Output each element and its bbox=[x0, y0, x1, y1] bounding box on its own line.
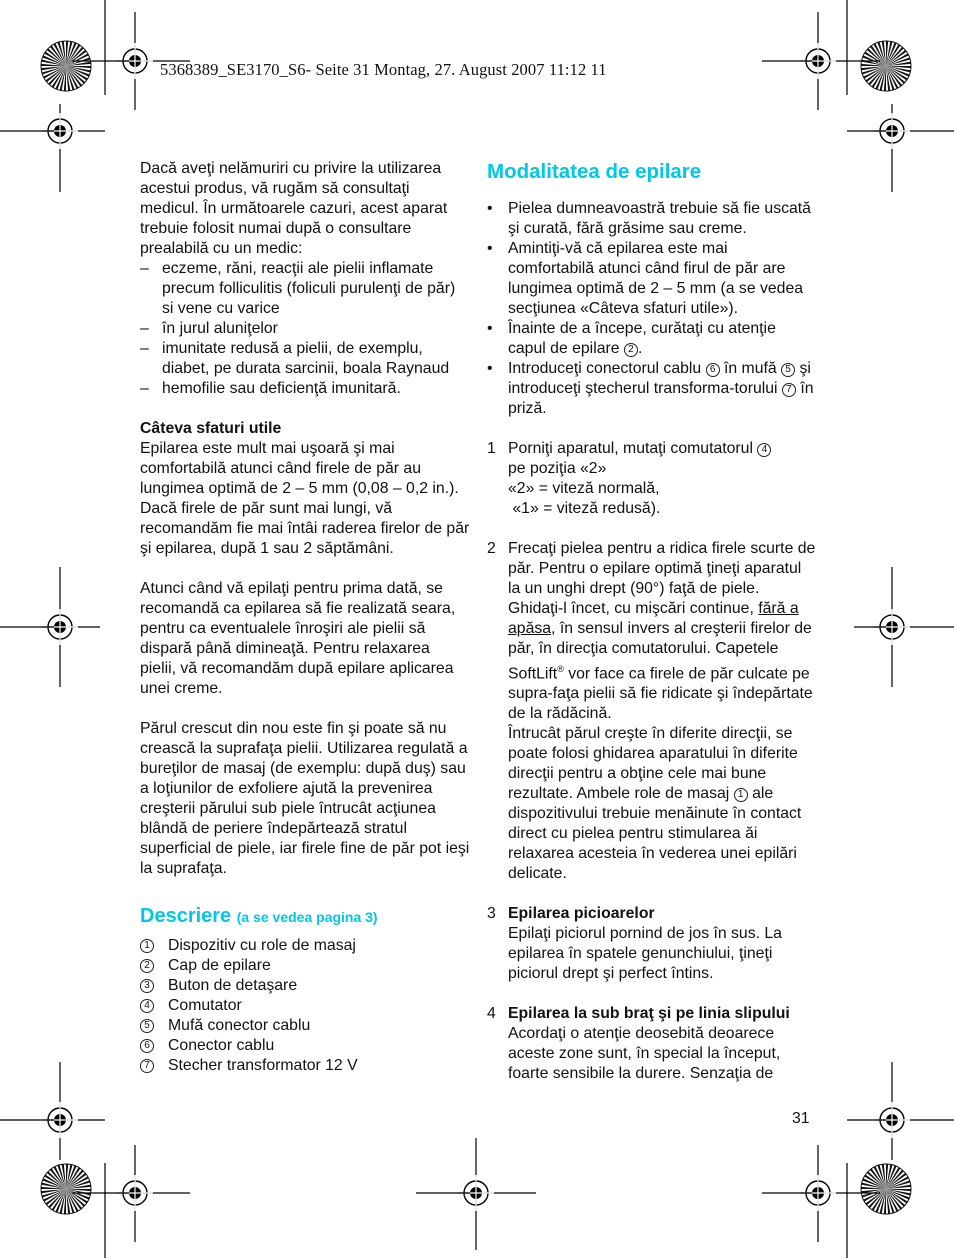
part-label: Buton de detaşare bbox=[168, 977, 298, 994]
list-item bbox=[487, 199, 817, 239]
part-number: 6 bbox=[140, 1039, 154, 1053]
step bbox=[487, 1004, 817, 1084]
list-item-text: şi introduceţi ştecherul transforma-torului bbox=[508, 360, 811, 397]
tips-heading: Câteva sfaturi utile bbox=[140, 420, 282, 437]
step-text: Epilaţi piciorul pornind de jos în sus. La epilarea în spatele genunchiului, ţineţi piciorul drept şi perfect întins. bbox=[508, 925, 782, 983]
star-target-mark bbox=[861, 1164, 911, 1214]
intro-paragraph: Dacă aveţi nelămuriri cu privire la utilizarea acestui produs, vă rugăm să consultaţi medicul. În următoarele cazuri, acest aparat trebuie folosit numai după o consultare prealabilă cu un medic: bbox=[140, 160, 448, 257]
list-item bbox=[487, 359, 817, 419]
step-text: Frecaţi pielea pentru a ridica firele scurte de păr. Pentru o epilare optimă ţineţi aparatul la un unghi drept (90°) faţă de piele. Ghidaţi-l încet, cu mişcări continue, bbox=[508, 540, 816, 617]
registration-mark bbox=[42, 113, 78, 149]
registration-mark bbox=[42, 609, 78, 645]
part-label: Mufă conector cablu bbox=[168, 1017, 311, 1034]
registration-mark bbox=[874, 1102, 910, 1138]
list-item bbox=[140, 1036, 470, 1056]
list-item bbox=[140, 1056, 470, 1076]
list-item-text: imunitate redusă a pielii, de exemplu, diabet, pe durata sarcinii, boala Raynaud bbox=[162, 340, 450, 377]
part-label: Stecher transformator 12 V bbox=[168, 1057, 358, 1074]
step-text: «1» = viteză redusă). bbox=[512, 500, 661, 517]
section-heading: Modalitatea de epilare bbox=[487, 160, 702, 183]
part-number: 2 bbox=[140, 959, 154, 973]
list-item bbox=[140, 936, 470, 956]
right-column bbox=[487, 159, 817, 1084]
bullet-marker: • bbox=[487, 200, 493, 217]
dash-marker: – bbox=[140, 260, 149, 277]
step-text: Întrucât părul creşte în diferite direcţii, se poate folosi ghidarea aparatului în diferite direcţii pentru a obţine cele mai bune rezultate. Ambele role de masaj bbox=[508, 725, 798, 803]
print-slug: 5368389_SE3170_S6- Seite 31 Montag, 27. August 2007 11:12 11 bbox=[160, 60, 607, 79]
list-item-text: Introduceţi conectorul cablu bbox=[508, 360, 702, 377]
part-number: 7 bbox=[140, 1059, 154, 1073]
registration-mark bbox=[117, 1175, 153, 1211]
tips-paragraph: Epilarea este mult mai uşoară şi mai comfortabilă atunci când firele de păr au lungimea optimă de 2 – 5 mm (0,08 – 0,2 in.). Dacă firele de păr sunt mai lungi, vă recomandăm fie mai întâi raderea firelor de păr şi epilarea, după 1 sau 2 săptămâni. bbox=[140, 440, 470, 557]
star-target-mark bbox=[41, 1164, 91, 1214]
registration-mark bbox=[874, 113, 910, 149]
part-label: Conector cablu bbox=[168, 1037, 275, 1054]
list-item-text: în priză. bbox=[508, 380, 814, 417]
dash-marker: – bbox=[140, 320, 149, 337]
registration-mark bbox=[800, 43, 836, 79]
part-number: 3 bbox=[140, 979, 154, 993]
part-label: Cap de epilare bbox=[168, 957, 271, 974]
tips-paragraph: Atunci când vă epilaţi pentru prima dată, se recomandă ca epilarea să fie realizată seara, pentru ca eventualele înroşiri ale pielii să dispară până dimineaţă. Pentru relaxarea pielii, vă recomandăm după epilare aplicarea unei creme. bbox=[140, 580, 456, 697]
part-number: 4 bbox=[757, 443, 771, 457]
part-number: 1 bbox=[140, 939, 154, 953]
step-text: Acordaţi o atenţie deosebită deoarece aceste zone sunt, în special la început, foarte sensibile la durere. Senzaţia de bbox=[508, 1025, 781, 1083]
step-text: ale dispozitivului trebuie menăinute în contact direct cu pielea pentru stimularea ăi relaxarea acesteia în vederea unei epilări delicate. bbox=[508, 785, 802, 883]
step bbox=[487, 539, 817, 884]
step-number: 4 bbox=[487, 1005, 496, 1023]
step-text: vor face ca firele de păr culcate pe supra-faţa pielii să fie ridicate şi îndepărtate de la rădăcină. bbox=[508, 665, 813, 723]
part-number: 4 bbox=[140, 999, 154, 1013]
list-item-text: . bbox=[637, 340, 643, 357]
bullet-marker: • bbox=[487, 360, 493, 377]
registration-mark bbox=[117, 43, 153, 79]
part-number: 6 bbox=[706, 363, 720, 377]
registration-mark bbox=[874, 609, 910, 645]
part-number: 5 bbox=[781, 363, 795, 377]
registration-mark bbox=[458, 1175, 494, 1211]
left-column bbox=[140, 159, 470, 1076]
dash-marker: – bbox=[140, 340, 149, 357]
dash-marker: – bbox=[140, 380, 149, 397]
list-item-text: Înainte de a începe, curătaţi cu atenţie capul de epilare bbox=[508, 320, 776, 357]
registration-mark bbox=[800, 1175, 836, 1211]
list-item bbox=[140, 976, 470, 996]
step bbox=[487, 904, 817, 984]
part-label: Comutator bbox=[168, 997, 242, 1014]
list-item bbox=[487, 319, 817, 359]
step-text: pe poziţia «2» bbox=[508, 460, 607, 477]
description-heading bbox=[140, 903, 470, 930]
parts-list bbox=[140, 936, 470, 1076]
bullet-marker: • bbox=[487, 240, 493, 257]
list-item-text: eczeme, răni, reacţii ale pielii inflamate precum folliculitis (foliculi purulenţi de păr) si vene cu varice bbox=[162, 260, 456, 317]
part-number: 2 bbox=[624, 343, 638, 357]
part-label: Dispozitiv cu role de masaj bbox=[168, 937, 356, 954]
step-text: , în sensul invers al creşterii firelor de păr, în direcţia comutatorului. Capetele SoftLift bbox=[508, 620, 812, 683]
tips-paragraph: Părul crescut din nou este fin şi poate să nu crească la suprafaţa pielii. Utilizarea regulată a bureţilor de masaj (de exemplu: după duş) sau a loţiunilor de exfoliere ajută la prevenirea creşterii părului sub piele întrucât acţiunea blândă de periere îndepărtează stratul superficial de piele, iar firele fine de păr pot ieşi la suprafaţa. bbox=[140, 720, 470, 877]
step-number: 2 bbox=[487, 540, 496, 557]
list-item-text: Pielea dumneavoastră trebuie să fie uscată şi curată, fără grăsime sau creme. bbox=[508, 200, 811, 237]
emphasis-text: fără a apăsa bbox=[508, 600, 799, 637]
list-item-text: hemofilie sau deficienţă imunitară. bbox=[162, 380, 401, 397]
part-number: 7 bbox=[782, 383, 796, 397]
star-target-mark bbox=[861, 41, 911, 91]
step-heading: Epilarea picioarelor bbox=[508, 905, 655, 923]
bullet-marker: • bbox=[487, 320, 493, 337]
part-number: 1 bbox=[734, 788, 748, 802]
list-item-text: Amintiţi-vă că epilarea este mai comfortabilă atunci când firul de păr are lungimea optimă de 2 – 5 mm (a se vedea secţiunea «Câteva sfaturi utile»). bbox=[508, 240, 804, 317]
list-item bbox=[140, 319, 470, 339]
registration-mark bbox=[42, 1102, 78, 1138]
list-item bbox=[140, 1016, 470, 1036]
list-item-text: în jurul aluniţelor bbox=[162, 320, 278, 337]
step-number: 3 bbox=[487, 905, 496, 923]
step-heading: Epilarea la sub braţ şi pe linia slipului bbox=[508, 1005, 790, 1023]
star-target-mark bbox=[41, 41, 91, 91]
step-text: Porniţi aparatul, mutaţi comutatorul bbox=[508, 440, 753, 457]
list-item-text: în mufă bbox=[723, 360, 777, 377]
list-item bbox=[140, 379, 470, 399]
step-number: 1 bbox=[487, 440, 496, 457]
description-subtitle: (a se vedea pagina 3) bbox=[236, 909, 378, 925]
step bbox=[487, 439, 817, 519]
list-item bbox=[140, 339, 470, 379]
list-item bbox=[487, 239, 817, 319]
list-item bbox=[140, 956, 470, 976]
list-item bbox=[140, 259, 470, 319]
part-number: 5 bbox=[140, 1019, 154, 1033]
description-title: Descriere bbox=[140, 905, 232, 927]
page-number: 31 bbox=[792, 1110, 810, 1127]
list-item bbox=[140, 996, 470, 1016]
registered-mark: ® bbox=[557, 664, 564, 674]
step-text: «2» = viteză normală, bbox=[508, 480, 660, 497]
